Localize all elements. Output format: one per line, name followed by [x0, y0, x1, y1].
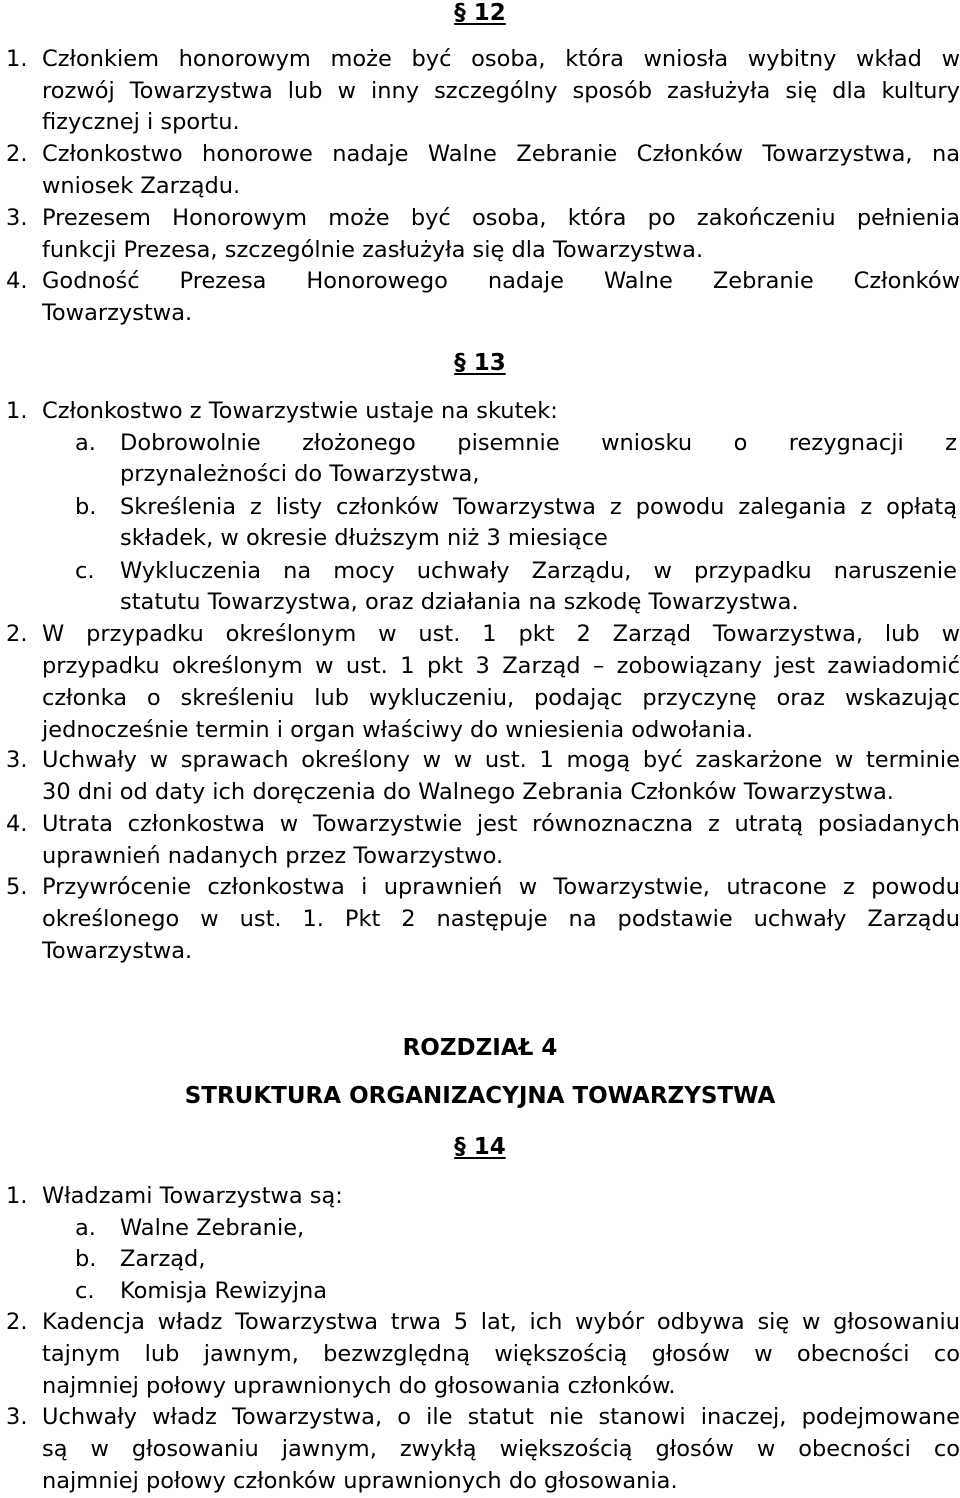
section-13-header: § 13	[454, 350, 506, 376]
section-14-header: § 14	[454, 1134, 506, 1160]
section-12-header: § 12	[454, 0, 506, 26]
chapter-subtitle: STRUKTURA ORGANIZACYJNA TOWARZYSTWA	[184, 1083, 776, 1109]
chapter-title: ROZDZIAŁ 4	[402, 1035, 558, 1061]
